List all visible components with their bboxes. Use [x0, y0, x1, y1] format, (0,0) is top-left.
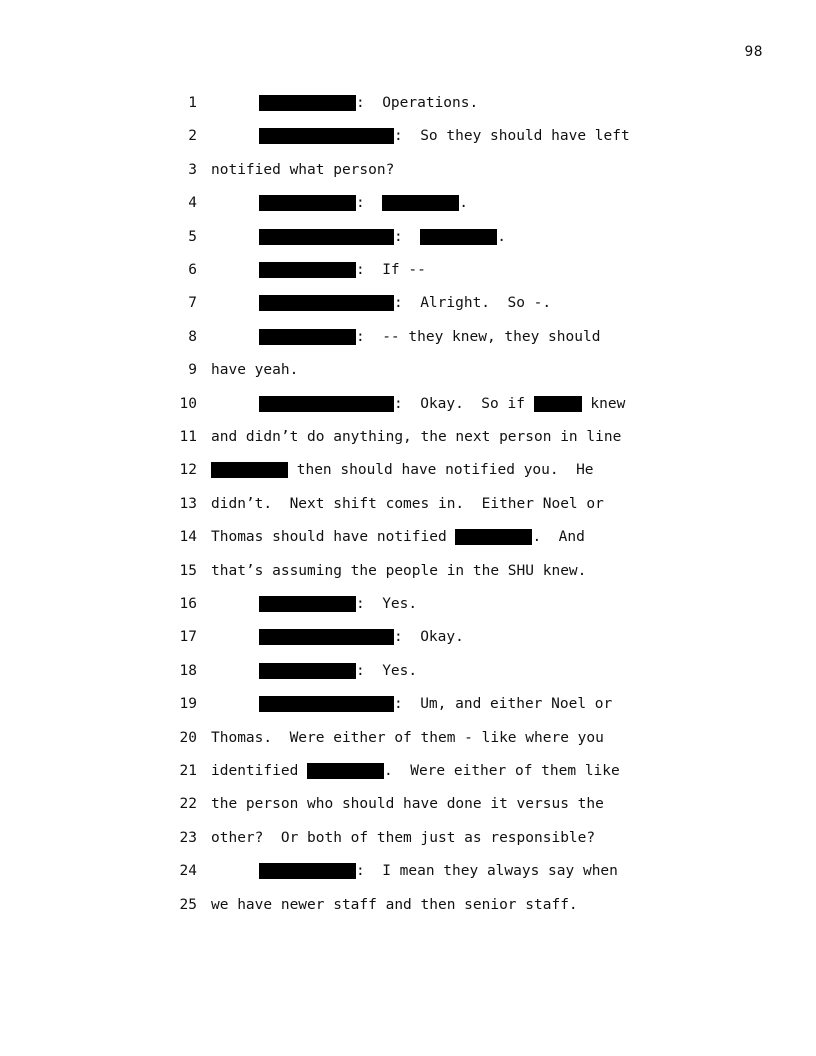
line-text: [259, 860, 618, 882]
redaction-block: [259, 229, 394, 245]
text-segment: .: [459, 195, 468, 211]
text-segment: : Yes.: [356, 663, 418, 679]
redaction-block: [259, 262, 356, 278]
line-number: 14: [179, 529, 197, 545]
line-number: 20: [179, 730, 197, 746]
line-number: 3: [188, 162, 197, 178]
line-text: [259, 626, 464, 648]
line-number: 23: [179, 830, 197, 846]
redaction-block: [259, 696, 394, 712]
transcript-line: [0, 226, 816, 248]
line-text: [211, 894, 578, 916]
text-segment: Thomas. Were either of them - like where you: [211, 730, 604, 746]
line-text: [259, 226, 506, 248]
transcript-line: [0, 326, 816, 348]
line-text: [259, 192, 468, 214]
text-segment: identified: [211, 763, 308, 779]
text-segment: : I mean they always say when: [356, 863, 618, 879]
redaction-block: [455, 529, 532, 545]
text-segment: :: [394, 229, 421, 245]
transcript-line: [0, 159, 816, 181]
transcript-line: [0, 459, 816, 481]
line-text: [211, 493, 604, 515]
text-segment: : So they should have left: [394, 128, 630, 144]
line-text: [259, 326, 600, 348]
redaction-block: [307, 763, 384, 779]
line-number: 6: [188, 262, 197, 278]
line-text: [259, 660, 417, 682]
line-number: 7: [188, 295, 197, 311]
line-number: 15: [179, 563, 197, 579]
transcript-line: [0, 292, 816, 314]
line-text: [211, 760, 620, 782]
text-segment: : Operations.: [356, 95, 479, 111]
line-text: [211, 459, 594, 481]
text-segment: : Okay.: [394, 629, 464, 645]
transcript-line: [0, 727, 816, 749]
line-text: [211, 359, 298, 381]
text-segment: .: [497, 229, 506, 245]
redaction-block: [259, 329, 356, 345]
line-text: [211, 560, 586, 582]
line-text: [259, 125, 630, 147]
redaction-block: [420, 229, 497, 245]
text-segment: the person who should have done it versus the: [211, 796, 604, 812]
line-number: 5: [188, 229, 197, 245]
text-segment: : Yes.: [356, 596, 418, 612]
line-number: 2: [188, 128, 197, 144]
redaction-block: [259, 596, 356, 612]
transcript-line: [0, 660, 816, 682]
line-number: 9: [188, 362, 197, 378]
transcript-line: [0, 860, 816, 882]
line-number: 18: [179, 663, 197, 679]
line-number: 16: [179, 596, 197, 612]
text-segment: : If --: [356, 262, 426, 278]
line-text: [211, 159, 394, 181]
text-segment: and didn’t do anything, the next person in line: [211, 429, 622, 445]
line-text: [259, 693, 612, 715]
line-text: [211, 793, 604, 815]
transcript-line: [0, 827, 816, 849]
text-segment: that’s assuming the people in the SHU knew.: [211, 563, 587, 579]
line-text: [211, 426, 621, 448]
text-segment: didn’t. Next shift comes in. Either Noel or: [211, 496, 604, 512]
line-text: [259, 92, 478, 114]
line-number: 11: [179, 429, 197, 445]
transcript-line: [0, 560, 816, 582]
text-segment: : Okay. So if: [394, 396, 534, 412]
line-number: 8: [188, 329, 197, 345]
text-segment: we have newer staff and then senior staff.: [211, 897, 578, 913]
transcript-line: [0, 593, 816, 615]
redaction-block: [382, 195, 459, 211]
redaction-block: [534, 396, 582, 412]
text-segment: have yeah.: [211, 362, 299, 378]
line-number: 19: [179, 696, 197, 712]
redaction-block: [259, 396, 394, 412]
line-text: [259, 593, 417, 615]
line-text: [211, 827, 595, 849]
transcript-line: [0, 526, 816, 548]
redaction-block: [259, 95, 356, 111]
text-segment: : Um, and either Noel or: [394, 696, 613, 712]
text-segment: :: [356, 195, 383, 211]
transcript-line: [0, 426, 816, 448]
line-number: 1: [188, 95, 197, 111]
transcript-line: [0, 192, 816, 214]
line-number: 13: [179, 496, 197, 512]
transcript-line: [0, 693, 816, 715]
redaction-block: [259, 195, 356, 211]
text-segment: : Alright. So -.: [394, 295, 552, 311]
transcript-line: [0, 493, 816, 515]
transcript-line: [0, 92, 816, 114]
text-segment: other? Or both of them just as responsible?: [211, 830, 596, 846]
text-segment: : -- they knew, they should: [356, 329, 601, 345]
transcript-line: [0, 259, 816, 281]
redaction-block: [211, 462, 288, 478]
transcript-line: [0, 760, 816, 782]
transcript-line: [0, 894, 816, 916]
redaction-block: [259, 629, 394, 645]
transcript-line: [0, 125, 816, 147]
line-number: 22: [179, 796, 197, 812]
line-number: 10: [179, 396, 197, 412]
line-text: [211, 526, 585, 548]
line-text: [211, 727, 604, 749]
text-segment: . And: [532, 529, 585, 545]
line-number: 4: [188, 195, 197, 211]
line-number: 25: [179, 897, 197, 913]
line-text: [259, 259, 426, 281]
redaction-block: [259, 295, 394, 311]
redaction-block: [259, 863, 356, 879]
text-segment: . Were either of them like: [384, 763, 620, 779]
redaction-block: [259, 128, 394, 144]
line-number: 12: [179, 462, 197, 478]
transcript-line: [0, 359, 816, 381]
text-segment: Thomas should have notified: [211, 529, 456, 545]
line-number: 24: [179, 863, 197, 879]
redaction-block: [259, 663, 356, 679]
line-text: [259, 292, 551, 314]
transcript-line: [0, 393, 816, 415]
transcript-line: [0, 793, 816, 815]
line-number: 17: [179, 629, 197, 645]
text-segment: notified what person?: [211, 162, 395, 178]
text-segment: knew: [581, 396, 626, 412]
line-number: 21: [179, 763, 197, 779]
text-segment: then should have notified you. He: [288, 462, 594, 478]
transcript-line: [0, 626, 816, 648]
page-number: 98: [744, 44, 763, 60]
line-text: [259, 393, 625, 415]
